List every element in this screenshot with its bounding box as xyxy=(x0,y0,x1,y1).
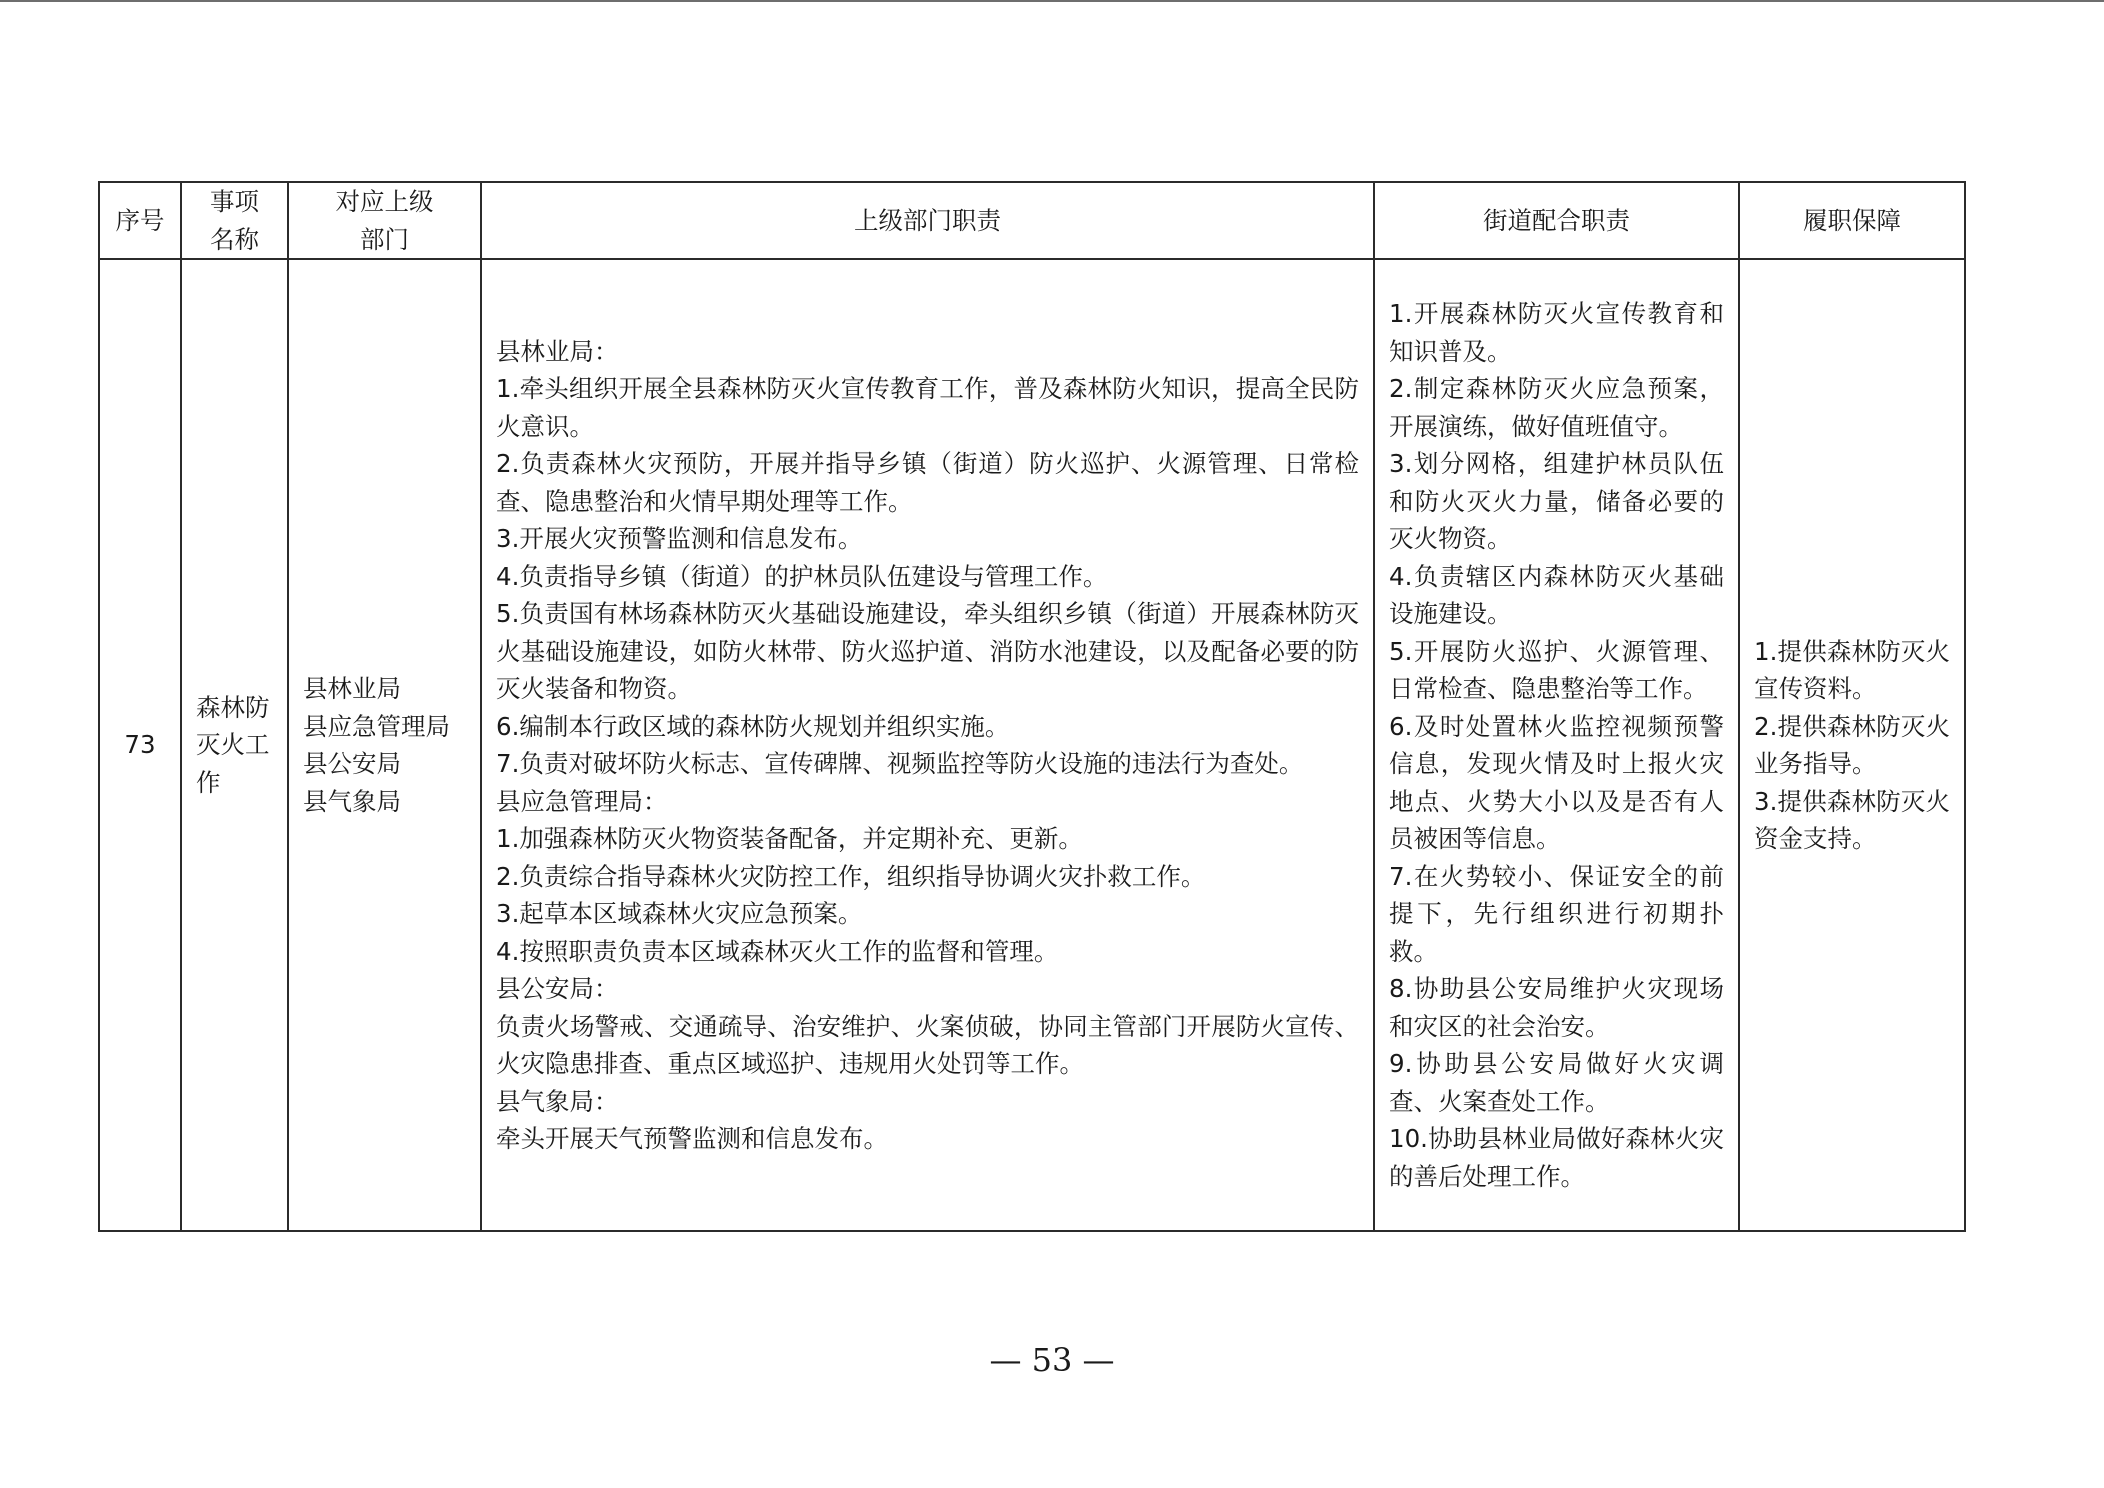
street-duty-item: 7.在火势较小、保证安全的前提下，先行组织进行初期扑救。 xyxy=(1389,861,1724,966)
cell-item-name xyxy=(181,259,288,1231)
header-upper-department-label: 部门 xyxy=(360,224,409,254)
guarantee-item: 3.提供森林防灭火资金支持。 xyxy=(1754,786,1950,853)
header-street-duties-label: 街道配合职责 xyxy=(1483,205,1630,235)
header-guarantees xyxy=(1739,182,1965,259)
upper-duty-item: 县气象局： xyxy=(496,1086,619,1116)
upper-duty-item: 6.编制本行政区域的森林防火规划并组织实施。 xyxy=(496,711,1010,741)
item-name-line: 灭火工 xyxy=(196,730,270,760)
upper-duty-item: 牵头开展天气预警监测和信息发布。 xyxy=(496,1124,888,1153)
header-street-duties xyxy=(1374,182,1739,259)
seq-number: 73 xyxy=(124,730,156,760)
top-border-line xyxy=(0,0,2104,2)
header-upper-duties-label: 上级部门职责 xyxy=(854,205,1001,235)
cell-guarantees xyxy=(1739,259,1965,1231)
upper-duty-item: 2.负责综合指导森林火灾防控工作，组织指导协调火灾扑救工作。 xyxy=(496,861,1206,891)
item-name-line: 森林防 xyxy=(196,692,270,722)
upper-duty-item: 7.负责对破坏防火标志、宣传碑牌、视频监控等防火设施的违法行为查处。 xyxy=(496,749,1304,778)
upper-duty-item: 3.起草本区域森林火灾应急预案。 xyxy=(496,899,863,928)
street-duty-item: 3.划分网格，组建护林员队伍和防火灭火力量，储备必要的灭火物资。 xyxy=(1389,449,1724,553)
header-upper-department xyxy=(288,182,481,259)
department-name: 县林业局 xyxy=(303,674,401,703)
street-duty-item: 8.协助县公安局维护火灾现场和灾区的社会治安。 xyxy=(1389,974,1724,1041)
upper-duty-item: 县公安局： xyxy=(496,974,619,1003)
item-name-line: 作 xyxy=(196,767,221,797)
header-upper-department-label: 对应上级 xyxy=(335,187,434,216)
street-duty-item: 10.协助县林业局做好森林火灾的善后处理工作。 xyxy=(1389,1124,1724,1191)
header-item-name xyxy=(181,182,288,259)
header-guarantees-label: 履职保障 xyxy=(1803,205,1901,235)
department-name: 县应急管理局 xyxy=(303,711,450,741)
upper-duty-item: 县应急管理局： xyxy=(496,786,668,816)
guarantee-item: 2.提供森林防灭火业务指导。 xyxy=(1754,711,1950,778)
upper-duty-item: 3.开展火灾预警监测和信息发布。 xyxy=(496,524,863,553)
upper-duty-item: 4.按照职责负责本区域森林灭火工作的监督和管理。 xyxy=(496,936,1059,966)
guarantee-item: 1.提供森林防灭火宣传资料。 xyxy=(1754,636,1950,703)
upper-duty-item: 4.负责指导乡镇（街道）的护林员队伍建设与管理工作。 xyxy=(496,561,1108,591)
department-name: 县公安局 xyxy=(303,749,401,778)
table-row xyxy=(99,259,1965,1231)
department-name: 县气象局 xyxy=(303,786,401,816)
cell-departments xyxy=(288,259,481,1231)
upper-duty-item: 负责火场警戒、交通疏导、治安维护、火案侦破，协同主管部门开展防火宣传、火灾隐患排查、重点区域巡护、违规用火处罚等工作。 xyxy=(496,1011,1359,1078)
cell-seq xyxy=(99,259,181,1231)
street-duty-item: 6.及时处置林火监控视频预警信息，发现火情及时上报火灾地点、火势大小以及是否有人员被困等信息。 xyxy=(1389,711,1724,853)
upper-duty-item: 1.加强森林防灭火物资装备配备，并定期补充、更新。 xyxy=(496,824,1083,853)
header-seq-label: 序号 xyxy=(115,205,165,235)
duty-table xyxy=(98,181,1966,1232)
street-duty-item: 2.制定森林防灭火应急预案，开展演练，做好值班值守。 xyxy=(1389,374,1724,441)
upper-duty-item: 5.负责国有林场森林防灭火基础设施建设，牵头组织乡镇（街道）开展森林防灭火基础设施建设，如防火林带、防火巡护道、消防水池建设，以及配备必要的防灭火装备和物资。 xyxy=(496,599,1359,703)
street-duty-item: 5.开展防火巡护、火源管理、日常检查、隐患整治等工作。 xyxy=(1389,636,1724,703)
header-item-name-label: 事项 xyxy=(210,187,259,216)
street-duty-item: 4.负责辖区内森林防灭火基础设施建设。 xyxy=(1389,561,1724,628)
upper-duty-item: 县林业局： xyxy=(496,336,619,366)
page-number: — 53 — xyxy=(989,1341,1115,1379)
upper-duty-item: 2.负责森林火灾预防，开展并指导乡镇（街道）防火巡护、火源管理、日常检查、隐患整治和火情早期处理等工作。 xyxy=(496,449,1359,516)
street-duty-item: 1.开展森林防灭火宣传教育和知识普及。 xyxy=(1389,299,1724,366)
header-upper-duties xyxy=(481,182,1374,259)
street-duty-item: 9.协助县公安局做好火灾调查、火案查处工作。 xyxy=(1389,1049,1724,1116)
header-item-name-label: 名称 xyxy=(210,224,259,254)
cell-street-duties xyxy=(1374,259,1739,1231)
header-seq xyxy=(99,182,181,259)
upper-duty-item: 1.牵头组织开展全县森林防灭火宣传教育工作，普及森林防火知识，提高全民防火意识。 xyxy=(496,374,1359,441)
cell-upper-duties xyxy=(481,259,1374,1231)
table-header-row xyxy=(99,182,1965,259)
